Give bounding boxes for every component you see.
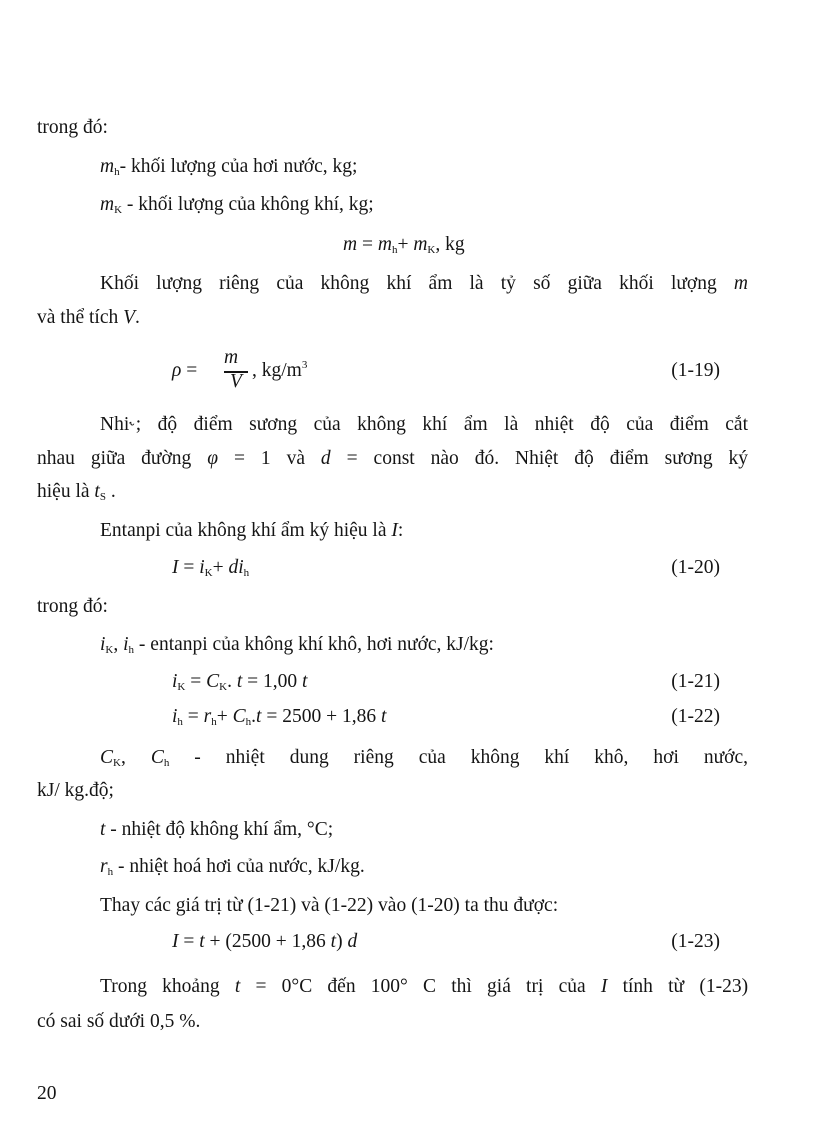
para-dew-line2: nhau giữa đường φ = 1 và d = const nào đó. Nhiệt độ điểm sương ký bbox=[37, 448, 749, 469]
def-ck-ch-line2: kJ/ kg.độ; bbox=[37, 780, 114, 801]
equation-1-22: $i_h = r_h+ C_h.t = 2500 + 1,86$ t bbox=[172, 706, 387, 728]
para-range-line1: Trong khoảng t = 0°C đến 100° C thì giá trị của I tính từ (1-23) bbox=[100, 976, 749, 997]
para-density-line2: và thể tích V. bbox=[37, 307, 140, 328]
equation-mass-sum: $m = m_h+ m_K$, kg bbox=[343, 234, 465, 256]
para-density-line1: Khối lượng riêng của không khí ẩm là tỷ số giữa khối lượng m bbox=[100, 273, 749, 294]
para-substitute: Thay các giá trị từ (1-21) và (1-22) vào (1-20) ta thu được: bbox=[100, 895, 559, 916]
equation-1-19-unit: , $kg/m^3$ bbox=[252, 359, 308, 381]
para-dew-line3: hiệu là $t_S$ . bbox=[37, 481, 116, 503]
equation-1-21: $i_K = C_K$. t = 1,00 t bbox=[172, 671, 308, 693]
equation-1-19-fraction: m V bbox=[224, 347, 250, 397]
equation-number-1-19: (1-19) bbox=[671, 360, 720, 381]
def-mh: $m_h-$ khối lượng của hơi nước, kg; bbox=[100, 156, 358, 178]
text-trong-do-1: trong đó: bbox=[37, 117, 108, 138]
def-t: t - nhiệt độ không khí ẩm, °C; bbox=[100, 819, 334, 840]
equation-number-1-21: (1-21) bbox=[671, 671, 720, 692]
def-ik-ih: $i_K$, $i_h$ - entanpi của không khí khô, hơi nước, kJ/kg: bbox=[100, 634, 494, 656]
text-trong-do-2: trong đó: bbox=[37, 596, 108, 617]
para-range-line2: có sai số dưới 0,5 %. bbox=[37, 1011, 201, 1032]
equation-number-1-20: (1-20) bbox=[671, 557, 720, 578]
equation-1-20: $I = i_K+ di_h$ bbox=[172, 557, 250, 579]
def-rh: $r_h$ - nhiệt hoá hơi của nước, kJ/kg. bbox=[100, 856, 365, 878]
equation-1-23: I = t + (2500 + 1,86 t) d bbox=[172, 931, 358, 952]
def-ck-ch-line1: $C_K$, $C_h$ - nhiệt dung riêng của không khí khô, hơi nước, bbox=[100, 747, 749, 769]
def-mk: $m_K$ - khối lượng của không khí, kg; bbox=[100, 194, 374, 216]
equation-number-1-22: (1-22) bbox=[671, 706, 720, 727]
page-number: 20 bbox=[37, 1083, 57, 1104]
equation-1-19: ρ = bbox=[172, 360, 198, 381]
para-enthalpy-intro: Entanpi của không khí ẩm ký hiệu là I: bbox=[100, 520, 404, 541]
equation-number-1-23: (1-23) bbox=[671, 931, 720, 952]
para-dew-line1: Nhi˞; độ điểm sương của không khí ẩm là nhiệt độ của điểm cắt bbox=[100, 414, 748, 435]
